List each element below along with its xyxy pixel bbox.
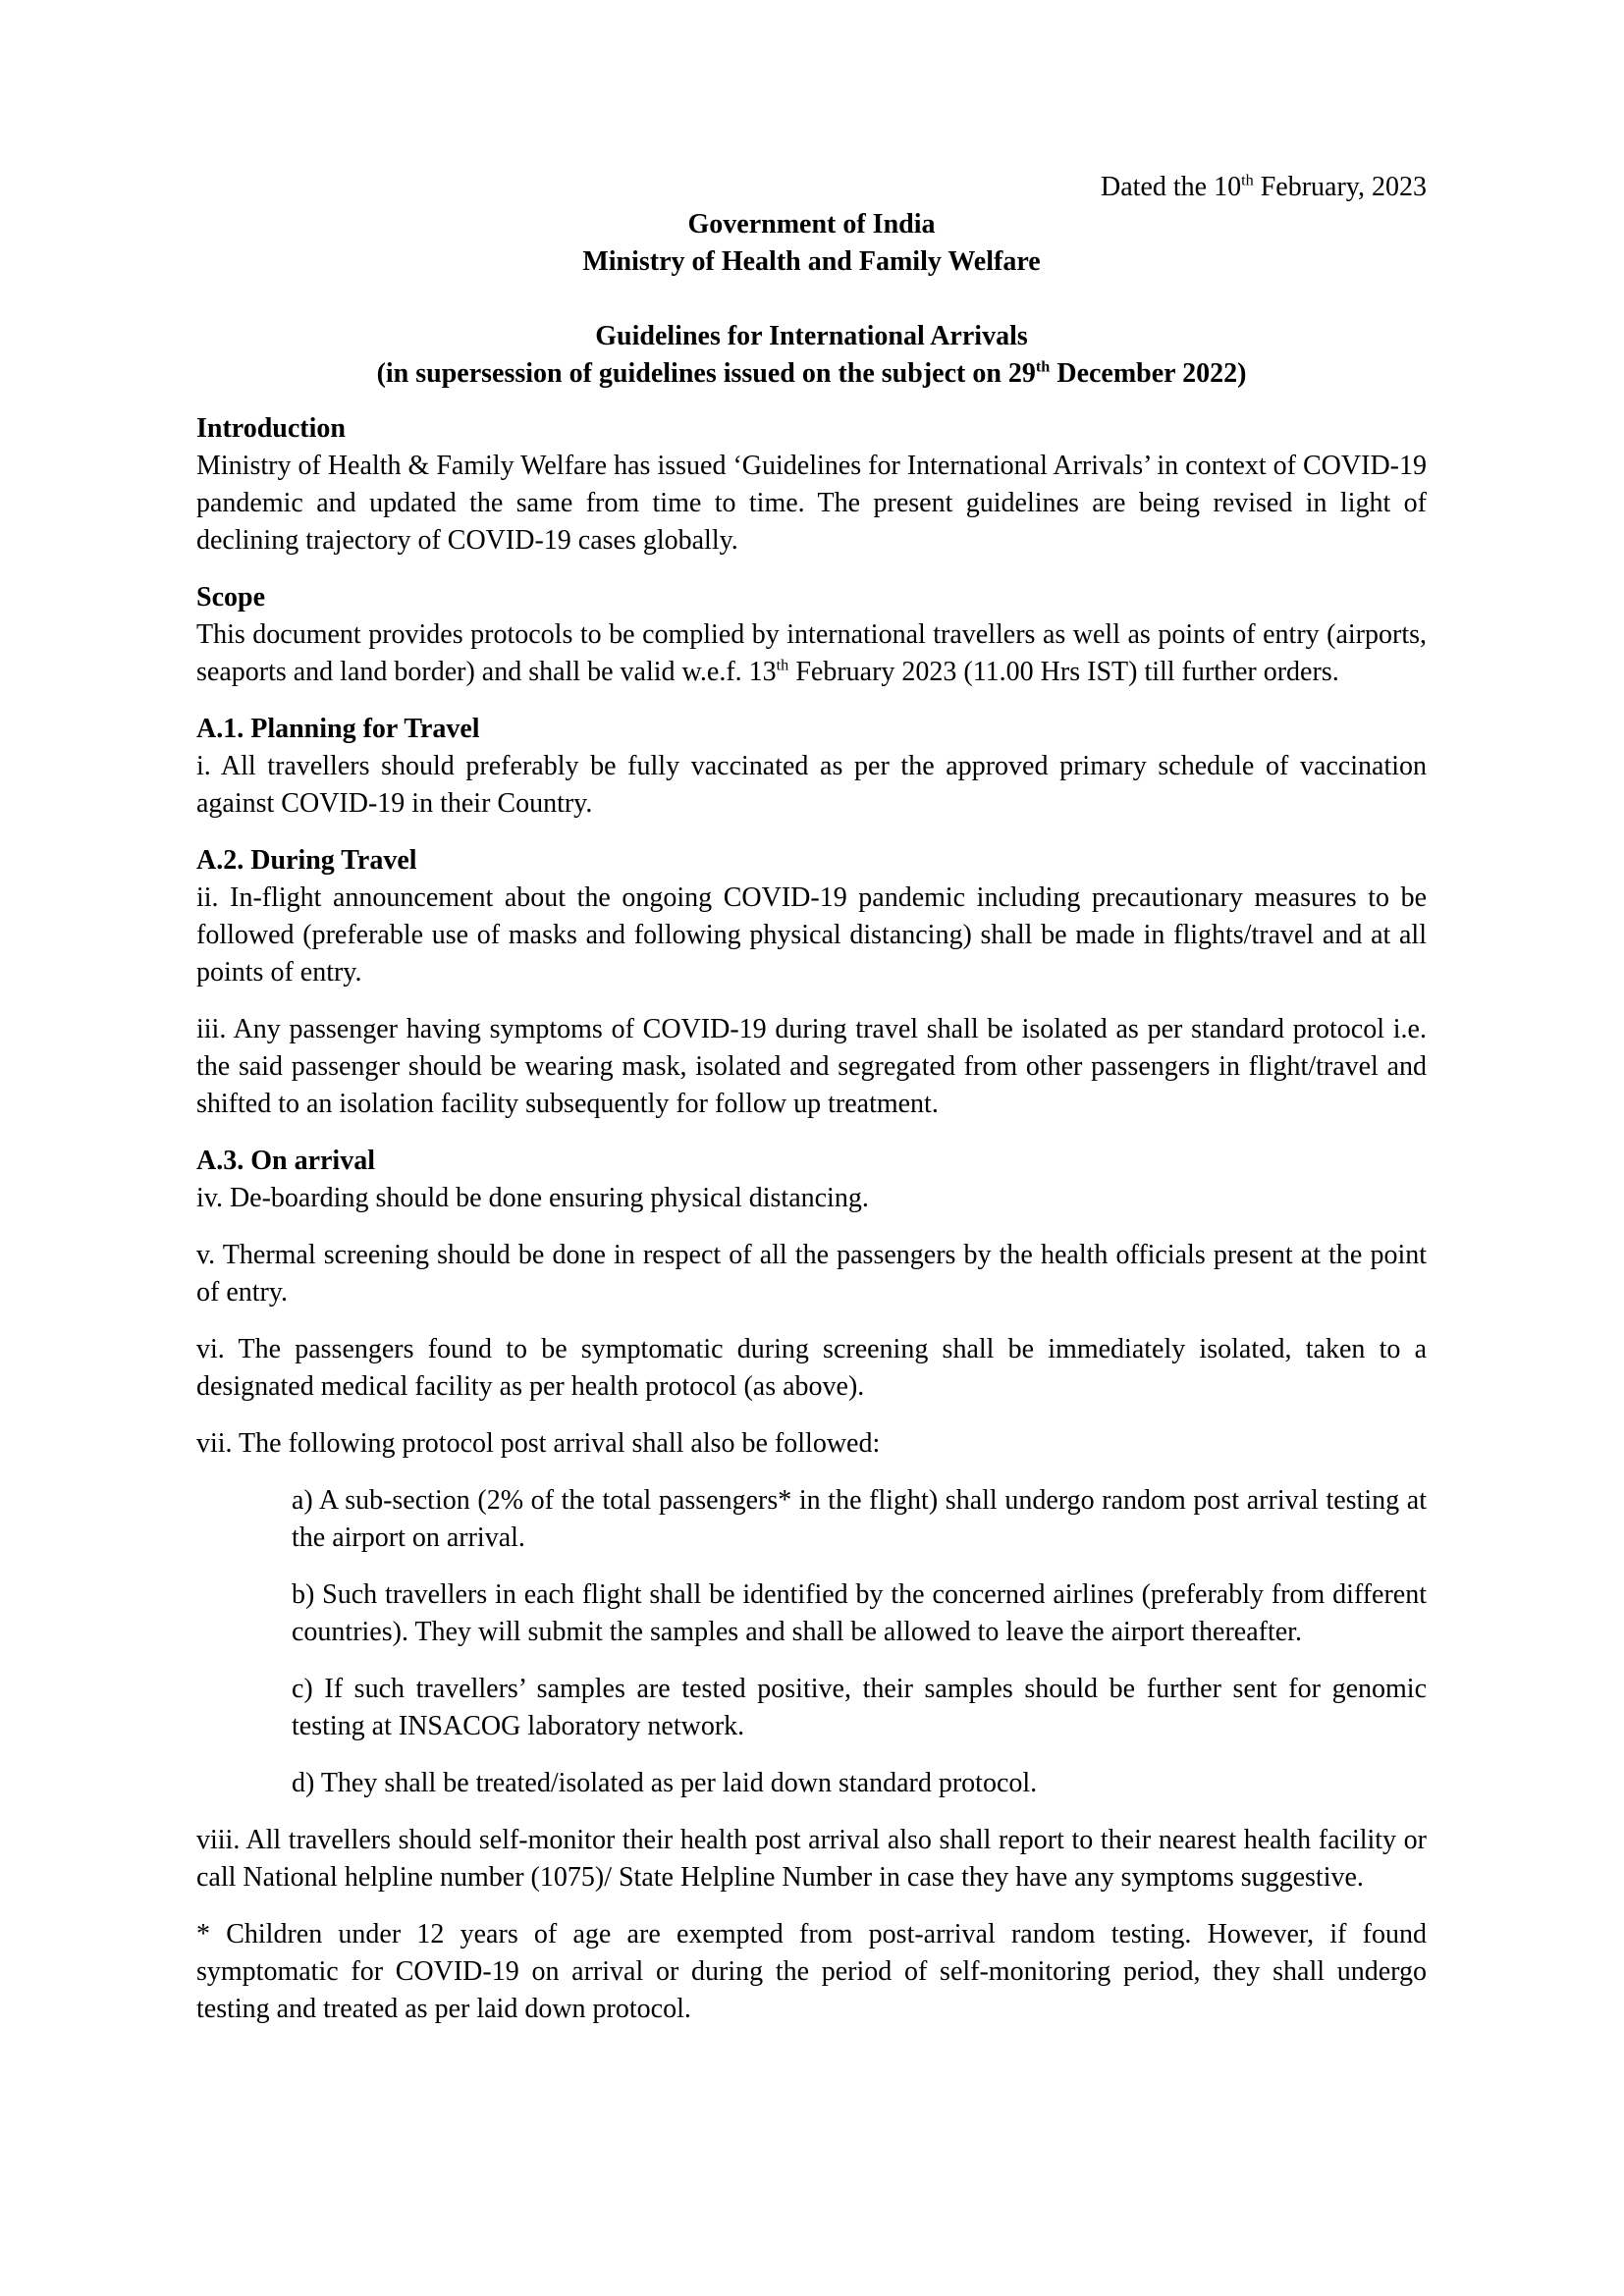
item-vii-paragraph: vii. The following protocol post arrival shall also be followed: [196, 1428, 881, 1459]
scope-text-pre: This document provides protocols to be complied by international travellers as well as points of entry (airports, seaports and land border) and shall be valid w.e.f. 13 [196, 619, 1427, 687]
a1-planning-for-travel-heading: A.1. Planning for Travel [196, 714, 480, 744]
item-viii-paragraph: viii. All travellers should self-monitor their health post arrival also shall report to their nearest health facility or call National helpline number (1075)/ State Helpline Number in case they have any symptoms suggestive. [196, 1825, 1427, 1893]
introduction-paragraph: Ministry of Health & Family Welfare has issued ‘Guidelines for International Arrivals’ in context of COVID-19 pandemic and updated the same from time to time. The present guidelines are being revised in light of declining trajectory of COVID-19 cases globally. [196, 451, 1427, 556]
sub-item-c-paragraph: c) If such travellers’ samples are tested positive, their samples should be further sent for genomic testing at INSACOG laboratory network. [292, 1674, 1427, 1741]
scope-heading: Scope [196, 582, 265, 613]
subtitle-ordinal-superscript: th [1035, 357, 1051, 376]
scope-paragraph [196, 616, 1427, 691]
item-iv-paragraph: iv. De-boarding should be done ensuring physical distancing. [196, 1183, 869, 1213]
sub-item-b-paragraph: b) Such travellers in each flight shall be identified by the concerned airlines (preferably from different countries). They will submit the samples and shall be allowed to leave the airport thereafter. [292, 1579, 1427, 1647]
scope-ordinal-superscript: th [776, 656, 789, 674]
a3-on-arrival-heading: A.3. On arrival [196, 1146, 375, 1176]
date-line [196, 169, 1427, 206]
scope-text-post: February 2023 (11.00 Hrs IST) till further orders. [788, 657, 1339, 687]
date-text-post: February, 2023 [1253, 172, 1427, 202]
item-i-paragraph: i. All travellers should preferably be fully vaccinated as per the approved primary schedule of vaccination against COVID-19 in their Country. [196, 751, 1427, 819]
item-ii-paragraph: ii. In-flight announcement about the ongoing COVID-19 pandemic including precautionary measures to be followed (preferable use of masks and following physical distancing) shall be made in flights/travel and at all points of entry. [196, 882, 1427, 988]
government-of-india-line: Government of India [687, 209, 936, 240]
document-subtitle [196, 355, 1427, 393]
subtitle-text-pre: (in supersession of guidelines issued on the subject on 29 [376, 358, 1036, 389]
date-ordinal-superscript: th [1241, 171, 1254, 189]
document-title: Guidelines for International Arrivals [595, 321, 1028, 351]
a2-during-travel-heading: A.2. During Travel [196, 845, 417, 876]
item-vi-paragraph: vi. The passengers found to be symptomatic during screening shall be immediately isolated, taken to a designated medical facility as per health protocol (as above). [196, 1334, 1427, 1402]
item-v-paragraph: v. Thermal screening should be done in respect of all the passengers by the health officials present at the point of entry. [196, 1240, 1427, 1308]
sub-item-d-paragraph: d) They shall be treated/isolated as per laid down standard protocol. [292, 1768, 1038, 1798]
item-iii-paragraph: iii. Any passenger having symptoms of COVID-19 during travel shall be isolated as per standard protocol i.e. the said passenger should be wearing mask, isolated and segregated from other passengers in flight/travel and shifted to an isolation facility subsequently for follow up treatment. [196, 1014, 1427, 1119]
sub-item-a-paragraph: a) A sub-section (2% of the total passengers* in the flight) shall undergo random post arrival testing at the airport on arrival. [292, 1485, 1427, 1553]
ministry-line: Ministry of Health and Family Welfare [582, 246, 1041, 277]
subtitle-text-post: December 2022) [1050, 358, 1247, 389]
date-text-pre: Dated the 10 [1101, 172, 1242, 202]
introduction-heading: Introduction [196, 413, 346, 444]
children-exemption-footnote: * Children under 12 years of age are exempted from post-arrival random testing. However, if found symptomatic for COVID-19 on arrival or during the period of self-monitoring period, they shall undergo testing and treated as per laid down protocol. [196, 1919, 1427, 2024]
